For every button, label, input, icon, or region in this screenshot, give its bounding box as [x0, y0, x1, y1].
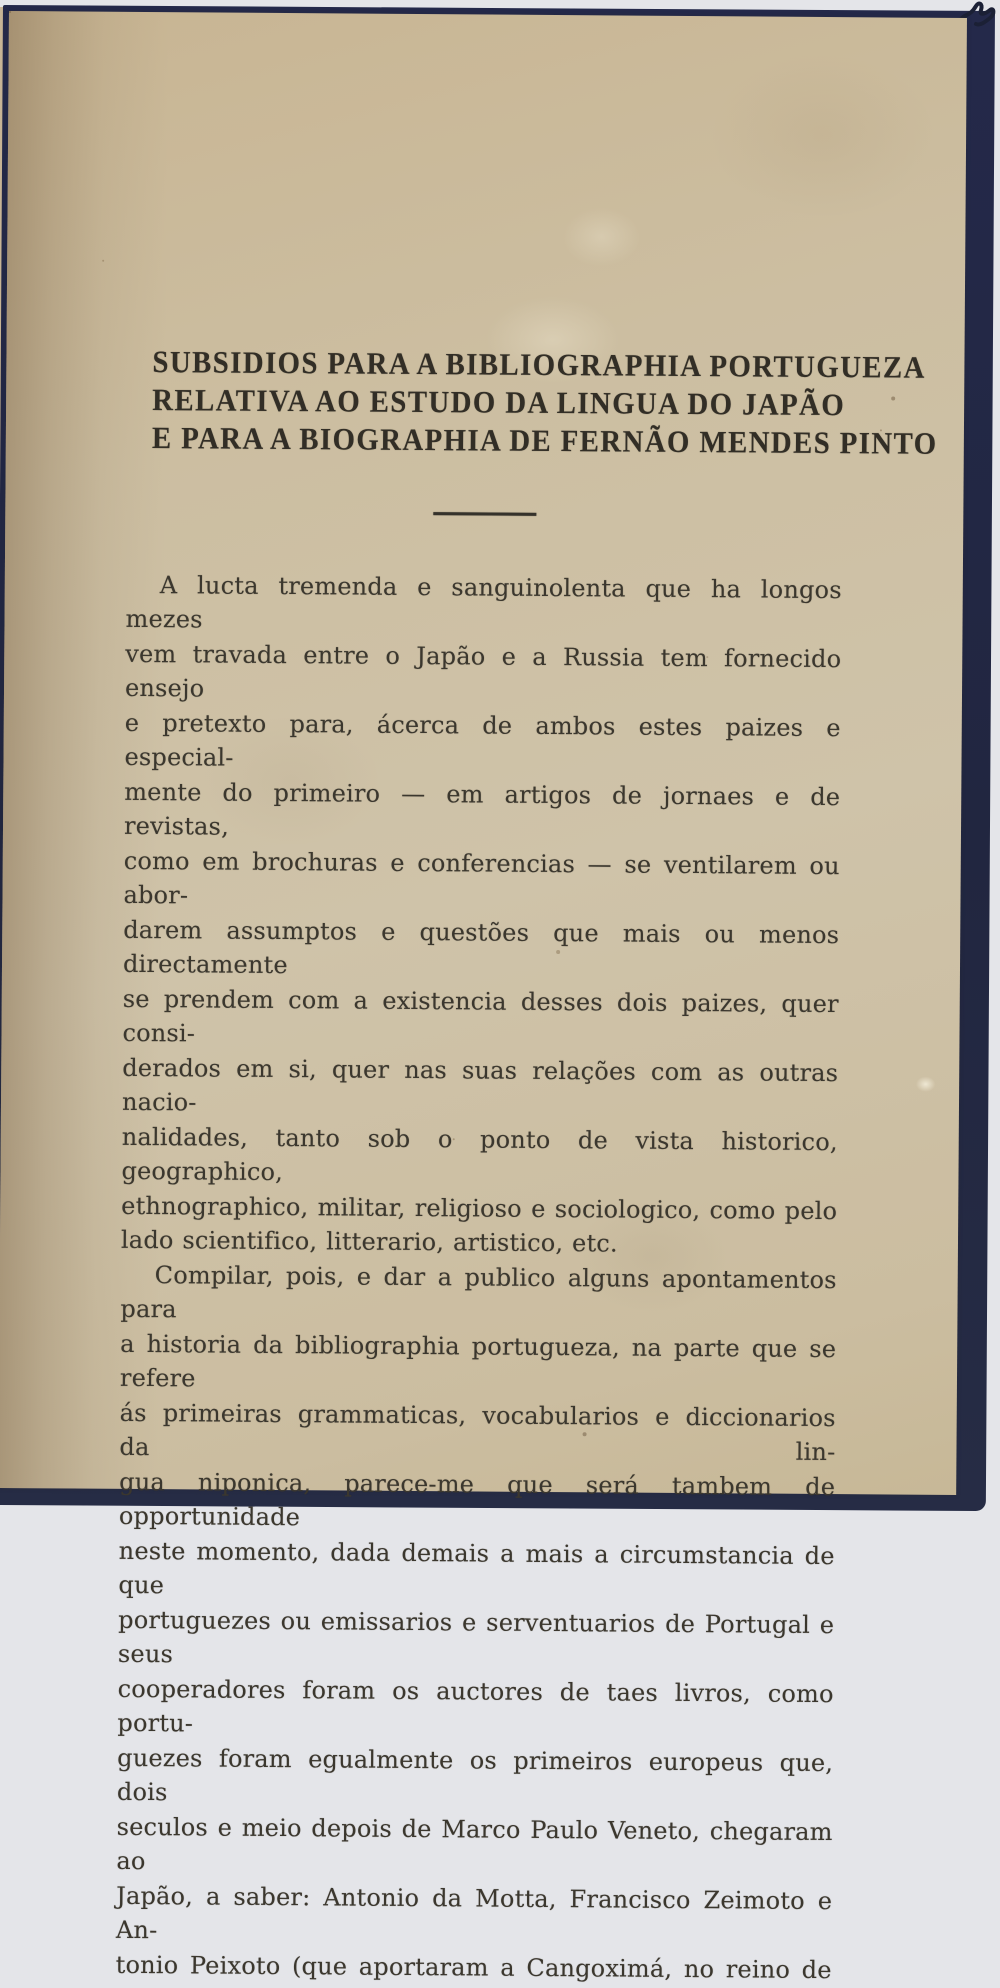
body-text-line: cooperadores foram os auctores de taes livros, como portu-	[117, 1674, 834, 1738]
body-text-line: neste momento, dada demais a mais a circumstancia de que	[118, 1536, 835, 1600]
body-text-line: ethnographico, militar, religioso e sociologico, como pelo	[121, 1191, 838, 1225]
body-text-line: gua niponica, parece-me que será tambem de opportunidade	[118, 1467, 836, 1532]
body-text-line: nalidades, tanto sob o ponto de vista historico, geographico,	[121, 1122, 838, 1187]
title-line-3: E PARA A BIOGRAPHIA DE FERNÃO MENDES PINTO	[151, 420, 938, 461]
body-text-line: vem travada entre o Japão e a Russia tem fornecido ensejo	[124, 639, 842, 703]
body-text-line: Japão, a saber: Antonio da Motta, Francisco Zeimoto e An-	[115, 1881, 833, 1945]
body-text-line: seculos e meio depois de Marco Paulo Veneto, chegaram ao	[116, 1812, 833, 1876]
page-content	[0, 11, 967, 1984]
body-text-line: mente do primeiro — em artigos de jornaes e de revistas,	[123, 777, 841, 841]
divider-rule	[433, 512, 536, 515]
body-text-line: a historia da bibliographia portugueza, na parte que se refere	[119, 1329, 837, 1393]
body-text-line: lado scientifico, litterario, artistico, etc.	[120, 1225, 618, 1258]
body-text-line: A lucta tremenda e sanguinolenta que ha longos mezes	[125, 570, 842, 634]
title-line-2: RELATIVA AO ESTUDO DA LINGUA DO JAPÃO	[152, 382, 846, 423]
body-text-line: derados em si, quer nas suas relações com as outras nacio-	[121, 1053, 839, 1117]
body-text-line: ás primeiras grammaticas, vocabularios e diccionarios da lin-	[119, 1398, 836, 1467]
body-text-line: e pretexto para, ácerca de ambos estes paizes e especial-	[124, 708, 841, 772]
body-text-line: tonio Peixoto (que aportaram a Cangoximá, no reino de	[115, 1950, 832, 1984]
paragraph-2	[116, 1257, 837, 1987]
body-text-line: guezes foram egualmente os primeiros europeus que, dois	[116, 1743, 834, 1807]
body-text-line: como em brochuras e conferencias — se ventilarem ou abor-	[123, 846, 840, 910]
body-text-line: se prendem com a existencia desses dois paizes, quer consi-	[122, 984, 839, 1048]
paragraph-1	[121, 567, 842, 1262]
title-line-1: SUBSIDIOS PARA A BIBLIOGRAPHIA PORTUGUEZA	[152, 344, 926, 385]
body-text-line: darem assumptos e questões que mais ou menos directamente	[122, 915, 840, 980]
page-title	[127, 343, 938, 462]
body-text-line: Compilar, pois, e dar a publico alguns apontamentos para	[120, 1260, 837, 1324]
body-text-line: portuguezes ou emissarios e serventuarios de Portugal e seus	[117, 1605, 835, 1669]
book-page	[0, 11, 967, 1984]
